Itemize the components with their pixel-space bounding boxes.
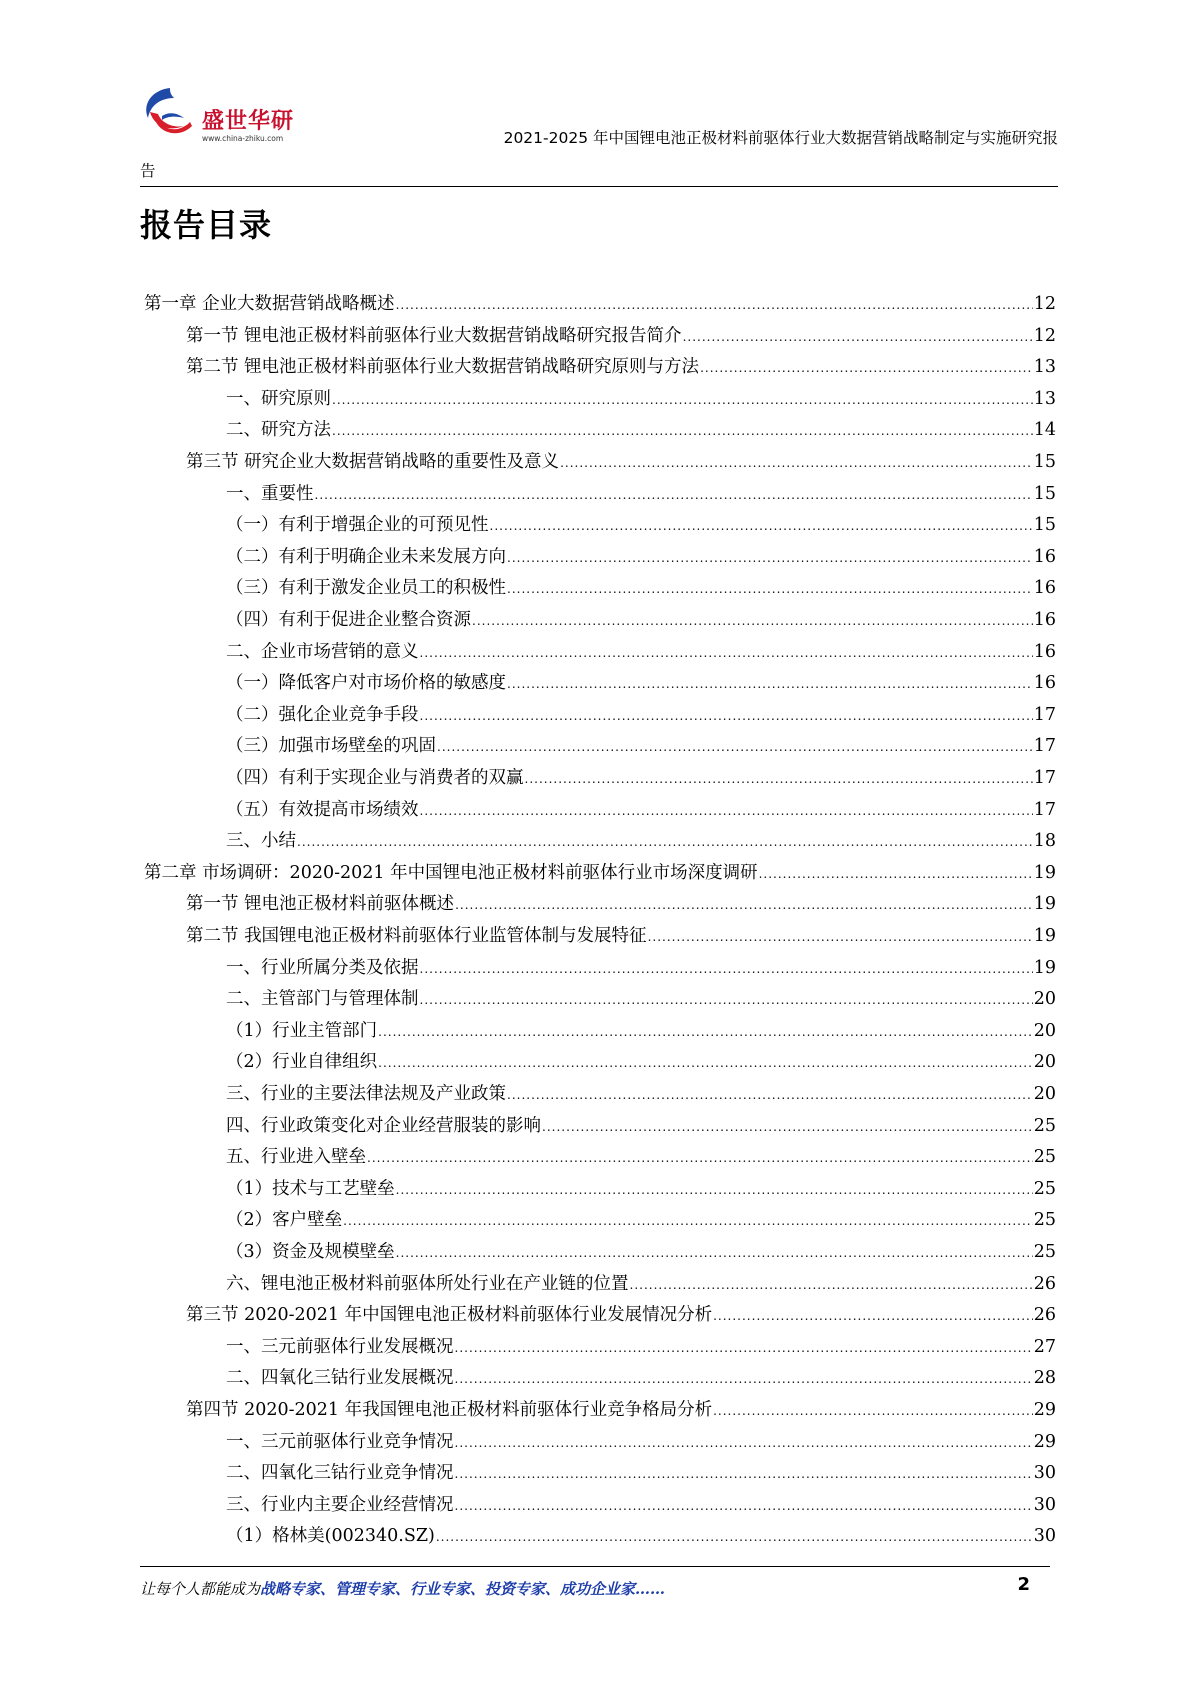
toc-entry[interactable] <box>226 480 1056 508</box>
toc-entry-page: 26 <box>1033 1305 1056 1326</box>
toc-entry[interactable] <box>226 1048 1056 1076</box>
toc-entry[interactable] <box>226 638 1056 666</box>
toc-leader-dots <box>378 1018 1033 1046</box>
toc-leader-dots <box>507 575 1033 603</box>
toc-entry-page: 13 <box>1033 388 1056 409</box>
toc-leader-dots <box>455 1492 1033 1520</box>
toc-entry-page: 25 <box>1033 1147 1056 1168</box>
toc-leader-dots <box>396 291 1033 319</box>
toc-leader-dots <box>420 702 1033 730</box>
toc-entry-page: 17 <box>1033 799 1056 820</box>
toc-entry-page: 19 <box>1033 926 1056 946</box>
toc-entry-title: 二、四氧化三钴行业发展概况 <box>226 1368 454 1389</box>
toc-leader-dots <box>332 417 1033 445</box>
toc-entry[interactable] <box>226 1270 1056 1298</box>
toc-leader-dots <box>396 1239 1033 1267</box>
toc-entry[interactable] <box>226 574 1056 602</box>
toc-entry-page: 30 <box>1033 1494 1056 1515</box>
toc-entry-page: 12 <box>1033 325 1056 346</box>
toc-entry-page: 16 <box>1033 546 1056 567</box>
toc-entry[interactable] <box>226 954 1056 982</box>
toc-entry-page: 26 <box>1033 1273 1056 1294</box>
toc-entry[interactable] <box>226 1459 1056 1487</box>
footer-slogan-lead: 让每个人都能成为 <box>140 1580 261 1598</box>
logo-url: www.china-zhiku.com <box>202 134 284 143</box>
toc-entry-page: 16 <box>1033 641 1056 662</box>
toc-entry-title: （四）有利于实现企业与消费者的双赢 <box>226 768 524 788</box>
toc-entry[interactable] <box>144 859 1056 887</box>
toc-entry[interactable] <box>186 922 1056 950</box>
toc-entry[interactable] <box>226 701 1056 729</box>
toc-entry-title: 第二章 市场调研：2020-2021 年中国锂电池正极材料前驱体行业市场深度调研 <box>144 862 758 883</box>
toc-entry[interactable] <box>226 1206 1056 1234</box>
toc-entry-title: （一）降低客户对市场价格的敏感度 <box>226 673 506 694</box>
toc-entry[interactable] <box>226 1238 1056 1266</box>
toc-leader-dots <box>378 1049 1033 1077</box>
toc-entry-title: （1）行业主管部门 <box>226 1020 378 1041</box>
toc-leader-dots <box>420 797 1033 825</box>
toc-entry-title: 一、重要性 <box>226 483 314 504</box>
toc-leader-dots <box>367 1144 1033 1172</box>
toc-entry-title: 二、主管部门与管理体制 <box>226 989 419 1010</box>
toc-leader-dots <box>420 986 1033 1014</box>
toc-leader-dots <box>507 670 1033 698</box>
toc-entry-title: 第三节 研究企业大数据营销战略的重要性及意义 <box>186 452 560 472</box>
toc-entry-title: （一）有利于增强企业的可预见性 <box>226 515 489 536</box>
toc-entry[interactable] <box>226 1333 1056 1361</box>
toc-entry[interactable] <box>226 1491 1056 1519</box>
toc-entry-title: 第三节 2020-2021 年中国锂电池正极材料前驱体行业发展情况分析 <box>186 1305 713 1326</box>
toc-entry-page: 18 <box>1033 831 1056 852</box>
toc-leader-dots <box>542 1113 1033 1141</box>
toc-entry-page: 20 <box>1033 1084 1056 1104</box>
toc-entry[interactable] <box>226 1017 1056 1045</box>
toc-entry[interactable] <box>226 827 1056 855</box>
toc-entry-page: 25 <box>1033 1242 1056 1262</box>
toc-entry[interactable] <box>226 1522 1056 1550</box>
toc-entry-title: （2）客户壁垒 <box>226 1210 343 1231</box>
toc-entry-page: 17 <box>1033 736 1056 757</box>
toc-entry-title: 第二节 我国锂电池正极材料前驱体行业监管体制与发展特征 <box>186 926 647 946</box>
toc-entry[interactable] <box>226 1080 1056 1108</box>
toc-entry-title: （三）有利于激发企业员工的积极性 <box>226 578 506 599</box>
toc-leader-dots <box>455 1460 1033 1488</box>
toc-entry-page: 25 <box>1033 1210 1056 1231</box>
toc-leader-dots <box>648 923 1033 951</box>
toc-leader-dots <box>455 1365 1033 1393</box>
toc-leader-dots <box>455 891 1033 919</box>
toc-entry[interactable] <box>226 1143 1056 1171</box>
toc-leader-dots <box>630 1271 1033 1299</box>
toc-entry-title: 第一章 企业大数据营销战略概述 <box>144 294 395 314</box>
toc-entry[interactable] <box>226 1112 1056 1140</box>
toc-entry-page: 29 <box>1033 1431 1056 1452</box>
toc-entry-title: （2）行业自律组织 <box>226 1052 378 1073</box>
toc-entry[interactable] <box>226 511 1056 539</box>
toc-entry-page: 16 <box>1033 578 1056 599</box>
toc-entry-title: 三、行业内主要企业经营情况 <box>226 1494 454 1515</box>
report-title-wrap: 告 <box>140 162 156 180</box>
footer-slogan-highlight: 战略专家、管理专家、行业专家、投资专家、成功企业家…… <box>260 1580 666 1598</box>
toc-leader-dots <box>759 860 1033 888</box>
page-number: 2 <box>1017 1574 1030 1595</box>
toc-entry-title: （五）有效提高市场绩效 <box>226 799 419 820</box>
toc-entry[interactable] <box>144 290 1056 318</box>
toc-heading: 报告目录 <box>140 206 273 244</box>
toc-entry-title: 二、研究方法 <box>226 420 331 441</box>
toc-entry[interactable] <box>186 1301 1056 1329</box>
toc-entry[interactable] <box>226 606 1056 634</box>
toc-entry[interactable] <box>186 322 1056 350</box>
toc-leader-dots <box>436 1523 1033 1551</box>
toc-entry-title: 四、行业政策变化对企业经营服装的影响 <box>226 1115 541 1136</box>
toc-entry-page: 17 <box>1033 768 1056 788</box>
toc-leader-dots <box>343 1207 1033 1235</box>
toc-leader-dots <box>560 449 1033 477</box>
toc-entry-page: 16 <box>1033 673 1056 694</box>
toc-entry[interactable] <box>226 669 1056 697</box>
toc-entry-title: 六、锂电池正极材料前驱体所处行业在产业链的位置 <box>226 1273 629 1294</box>
header-divider <box>140 186 1058 187</box>
toc-entry-page: 19 <box>1033 957 1056 978</box>
toc-entry-page: 15 <box>1033 483 1056 504</box>
toc-entry[interactable] <box>226 543 1056 571</box>
toc-entry-page: 28 <box>1033 1368 1056 1389</box>
toc-entry-page: 15 <box>1033 515 1056 536</box>
toc-entry-title: 一、三元前驱体行业竞争情况 <box>226 1431 454 1452</box>
toc-entry-title: 五、行业进入壁垒 <box>226 1147 366 1168</box>
toc-entry-title: 二、企业市场营销的意义 <box>226 641 419 662</box>
toc-leader-dots <box>700 354 1033 382</box>
toc-entry-page: 13 <box>1033 357 1056 378</box>
toc-entry[interactable] <box>226 732 1056 760</box>
toc-entry[interactable] <box>186 890 1056 918</box>
toc-entry[interactable] <box>226 416 1056 444</box>
toc-entry-title: 一、研究原则 <box>226 388 331 409</box>
toc-entry-page: 15 <box>1033 452 1056 472</box>
toc-entry[interactable] <box>186 1396 1056 1424</box>
toc-entry-page: 16 <box>1033 610 1056 630</box>
toc-leader-dots <box>683 323 1033 351</box>
toc-leader-dots <box>332 386 1033 414</box>
toc-entry-page: 30 <box>1033 1526 1056 1547</box>
toc-entry-title: （四）有利于促进企业整合资源 <box>226 610 471 630</box>
toc-entry[interactable] <box>226 796 1056 824</box>
toc-leader-dots <box>297 828 1033 856</box>
toc-entry-page: 25 <box>1033 1178 1056 1199</box>
toc-entry[interactable] <box>186 448 1056 476</box>
toc-entry[interactable] <box>226 1428 1056 1456</box>
toc-entry-title: （二）有利于明确企业未来发展方向 <box>226 546 506 567</box>
toc-entry-page: 29 <box>1033 1400 1056 1420</box>
toc-entry-title: （三）加强市场壁垒的巩固 <box>226 736 436 757</box>
toc-entry-page: 30 <box>1033 1463 1056 1484</box>
toc-entry-title: 第一节 锂电池正极材料前驱体概述 <box>186 894 455 915</box>
toc-leader-dots <box>507 1081 1033 1109</box>
toc-entry-title: 一、三元前驱体行业发展概况 <box>226 1336 454 1357</box>
toc-entry-page: 20 <box>1033 1020 1056 1041</box>
toc-leader-dots <box>315 481 1033 509</box>
footer-divider <box>140 1566 1050 1567</box>
toc-leader-dots <box>455 1429 1033 1457</box>
toc-entry-title: 一、行业所属分类及依据 <box>226 957 419 978</box>
toc-leader-dots <box>455 1334 1033 1362</box>
report-title: 2021-2025 年中国锂电池正极材料前驱体行业大数据营销战略制定与实施研究报 <box>503 129 1058 147</box>
toc-entry-page: 25 <box>1033 1115 1056 1136</box>
toc-entry-page: 20 <box>1033 1052 1056 1073</box>
toc-entry-title: （1）技术与工艺壁垒 <box>226 1178 395 1199</box>
toc-leader-dots <box>472 607 1033 635</box>
logo-name: 盛世华研 <box>202 109 295 134</box>
toc-entry[interactable] <box>226 764 1056 792</box>
toc-entry-title: 三、小结 <box>226 831 296 852</box>
toc-entry-title: 第二节 锂电池正极材料前驱体行业大数据营销战略研究原则与方法 <box>186 357 700 378</box>
toc-entry-page: 14 <box>1033 420 1056 441</box>
footer-slogan <box>140 1578 665 1599</box>
toc-leader-dots <box>396 1176 1033 1204</box>
toc-leader-dots <box>420 639 1033 667</box>
toc-entry[interactable] <box>226 385 1056 413</box>
toc-entry-page: 17 <box>1033 704 1056 725</box>
toc-leader-dots <box>525 765 1033 793</box>
toc-leader-dots <box>507 544 1033 572</box>
toc-entry[interactable] <box>226 1175 1056 1203</box>
toc-leader-dots <box>490 512 1033 540</box>
toc-entry[interactable] <box>226 985 1056 1013</box>
toc-entry-title: 二、四氧化三钴行业竞争情况 <box>226 1463 454 1484</box>
toc-entry-title: （二）强化企业竞争手段 <box>226 704 419 725</box>
toc-entry-page: 19 <box>1033 894 1056 915</box>
toc-entry-page: 12 <box>1033 294 1056 314</box>
toc-entry-title: 第一节 锂电池正极材料前驱体行业大数据营销战略研究报告简介 <box>186 325 682 346</box>
toc-entry-title: 第四节 2020-2021 年我国锂电池正极材料前驱体行业竞争格局分析 <box>186 1400 713 1420</box>
toc-leader-dots <box>437 733 1033 761</box>
toc-leader-dots <box>420 955 1033 983</box>
toc-entry-page: 27 <box>1033 1336 1056 1357</box>
toc-entry[interactable] <box>226 1364 1056 1392</box>
toc-entry-page: 20 <box>1033 989 1056 1010</box>
toc-entry-title: 三、行业的主要法律法规及产业政策 <box>226 1084 506 1104</box>
toc-leader-dots <box>713 1302 1033 1330</box>
toc-leader-dots <box>713 1397 1033 1425</box>
toc-entry-title: （1）格林美(002340.SZ) <box>226 1526 435 1547</box>
toc-entry[interactable] <box>186 353 1056 381</box>
toc-entry-page: 19 <box>1033 862 1056 883</box>
toc-entry-title: （3）资金及规模壁垒 <box>226 1242 395 1262</box>
